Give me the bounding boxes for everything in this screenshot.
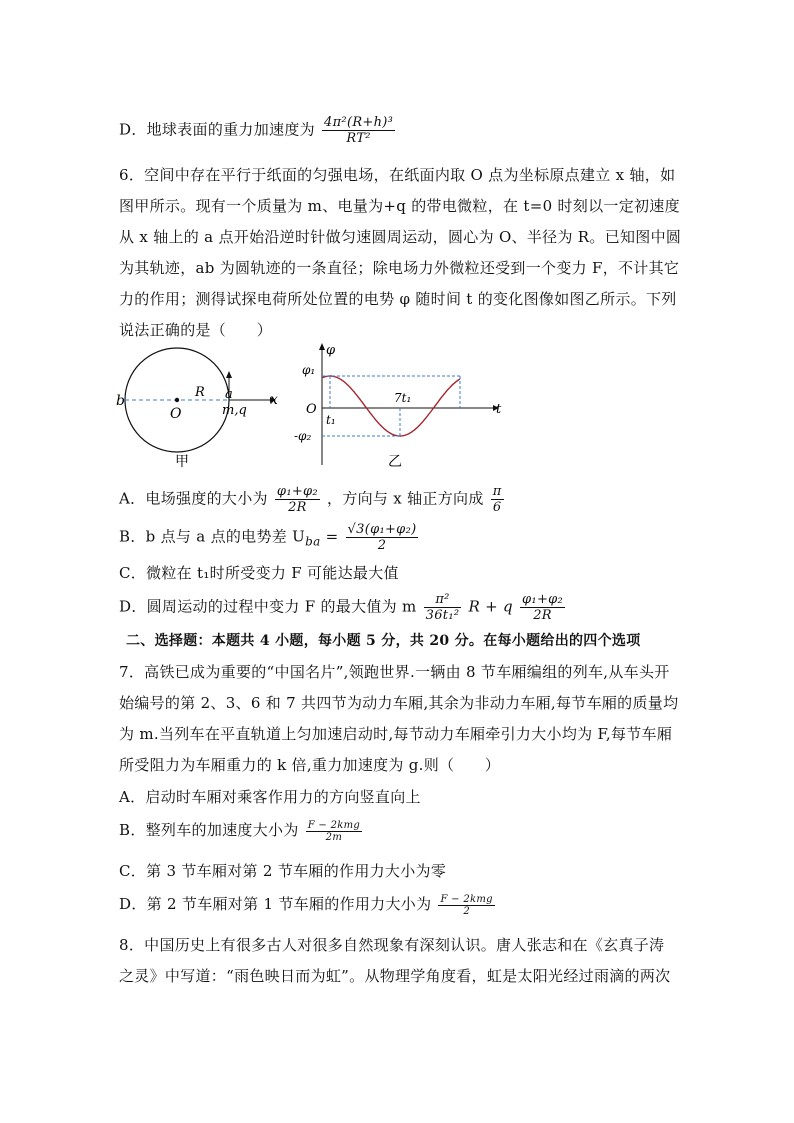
- fraction-numerator: π²: [424, 592, 462, 608]
- label-O: O: [306, 402, 317, 417]
- q6-stem-line-5: 力的作用；测得试探电荷所处位置的电势 φ 随时间 t 的变化图像如图乙所示。下列: [119, 290, 677, 308]
- phi-axis-arrow-icon: [319, 343, 325, 350]
- velocity-arrowhead-icon: [226, 371, 232, 378]
- q6-option-a-fraction: [275, 484, 320, 515]
- label-b: b: [116, 393, 125, 409]
- q6-option-b-text: B．b 点与 a 点的电势差 U: [119, 527, 306, 546]
- q7-option-d: [119, 893, 497, 917]
- label-t: t: [496, 402, 502, 417]
- q6-stem-line-6: 说法正确的是（ ）: [119, 321, 273, 339]
- q6-stem-line-4: 为其轨迹，ab 为圆轨迹的一条直径；除电场力外微粒还受到一个变力 F，不计其它: [119, 259, 680, 277]
- q6-option-a-angle-fraction: [491, 484, 504, 515]
- q5-option-d-text: D．地球表面的重力加速度为: [119, 120, 315, 139]
- label-a: a: [225, 387, 233, 402]
- q6-option-b-fraction: [346, 522, 419, 553]
- q7-stem-line-1: 7．高铁已成为重要的“中国名片”,领跑世界.一辆由 8 节车厢编组的列车,从车头开: [119, 663, 670, 681]
- fraction-numerator: π: [492, 484, 502, 499]
- potential-sine-curve: [322, 376, 460, 436]
- fraction-numerator: φ₁+φ₂: [276, 484, 318, 499]
- fraction-numerator: √3(φ₁+φ₂): [347, 522, 417, 537]
- center-dot: [175, 398, 179, 402]
- label-mq: m,q: [222, 403, 247, 418]
- q7-stem-line-2: 始编号的第 2、3、6 和 7 共四节为动力车厢,其余为非动力车厢,每节车厢的质量均: [119, 694, 679, 712]
- label-phi: φ: [326, 343, 336, 358]
- q5-option-d: [119, 115, 397, 146]
- q6-option-d-fraction-2: [520, 592, 565, 623]
- q6-option-b-subscript: ba: [305, 534, 321, 549]
- q5-option-d-fraction: [322, 115, 395, 146]
- q6-stem-line-1: 6．空间中存在平行于纸面的匀强电场，在纸面内取 O 点为坐标原点建立 x 轴，如: [119, 166, 676, 184]
- fraction-denominator: 2R: [288, 500, 307, 515]
- label-phi1: φ₁: [302, 363, 316, 377]
- figure-yi-potential-graph: [290, 340, 510, 475]
- fraction-denominator: 2: [377, 538, 387, 553]
- q6-option-b-equals: =: [320, 527, 344, 546]
- q6-option-d-text: D．圆周运动的过程中变力 F 的最大值为 m: [119, 597, 417, 616]
- q6-option-d: [119, 592, 567, 623]
- q7-option-b-fraction: [306, 820, 362, 843]
- fraction-denominator: 2R: [533, 608, 552, 623]
- q6-option-a-mid: ，方向与 x 轴正方向成: [327, 489, 484, 508]
- fraction-denominator: 36t₁²: [425, 608, 460, 623]
- q7-option-a: A．启动时车厢对乘客作用力的方向竖直向上: [119, 788, 421, 806]
- q6-option-a: [119, 484, 506, 515]
- fraction-numerator: φ₁+φ₂: [522, 592, 564, 607]
- caption-yi: 乙: [388, 454, 402, 470]
- fraction-numerator: F − 2kmg: [440, 893, 493, 905]
- label-R: R: [195, 385, 205, 400]
- q6-stem-line-2: 图甲所示。现有一个质量为 m、电量为+q 的带电微粒，在 t=0 时刻以一定初速度: [119, 197, 680, 215]
- section-2-heading: 二、选择题：本题共 4 小题，每小题 5 分，共 20 分。在每小题给出的四个选项: [126, 633, 641, 649]
- fraction-numerator: 4π²(R+h)³: [324, 115, 394, 130]
- q6-option-c: C．微粒在 t₁时所受变力 F 可能达最大值: [119, 564, 399, 582]
- label-O: O: [170, 406, 182, 422]
- q6-stem-line-3: 从 x 轴上的 a 点开始沿逆时针做匀速圆周运动，圆心为 O、半径为 R。已知图中圆: [119, 228, 682, 246]
- q7-stem-line-3: 为 m.当列车在平直轨道上匀加速启动时,每节动力车厢牵引力大小均为 F,每节车厢: [119, 725, 673, 743]
- fraction-denominator: 2m: [325, 831, 343, 843]
- q7-stem-line-4: 所受阻力为车厢重力的 k 倍,重力加速度为 g.则（ ）: [119, 756, 501, 774]
- q7-option-b: [119, 819, 364, 843]
- q7-option-c: C．第 3 节车厢对第 2 节车厢的作用力大小为零: [119, 862, 447, 880]
- fraction-numerator: F − 2kmg: [307, 819, 361, 831]
- q7-option-d-fraction: [438, 894, 494, 917]
- q6-option-d-mid: R + q: [468, 597, 513, 616]
- fraction-denominator: 2: [463, 905, 470, 917]
- fraction-denominator: 6: [492, 500, 502, 515]
- q7-option-d-text: D．第 2 节车厢对第 1 节车厢的作用力大小为: [119, 895, 432, 913]
- q6-option-d-fraction-1: [424, 592, 462, 623]
- q6-option-b: [119, 522, 420, 553]
- label-7t1: 7t₁: [394, 391, 412, 405]
- fraction-denominator: RT²: [346, 131, 371, 146]
- q6-option-a-text: A．电场强度的大小为: [119, 489, 268, 508]
- label-t1: t₁: [326, 413, 336, 427]
- figure-jia-circle: [112, 340, 292, 475]
- caption-jia: 甲: [175, 454, 189, 470]
- q8-stem-line-1: 8．中国历史上有很多古人对很多自然现象有深刻认识。唐人张志和在《玄真子涛: [119, 936, 665, 954]
- q7-option-b-text: B．整列车的加速度大小为: [119, 821, 299, 839]
- q8-stem-line-2: 之灵》中写道：“雨色映日而为虹”。从物理学角度看，虹是太阳光经过雨滴的两次: [119, 967, 671, 985]
- label-neg-phi2: -φ₂: [294, 429, 312, 443]
- label-x: x: [270, 392, 278, 408]
